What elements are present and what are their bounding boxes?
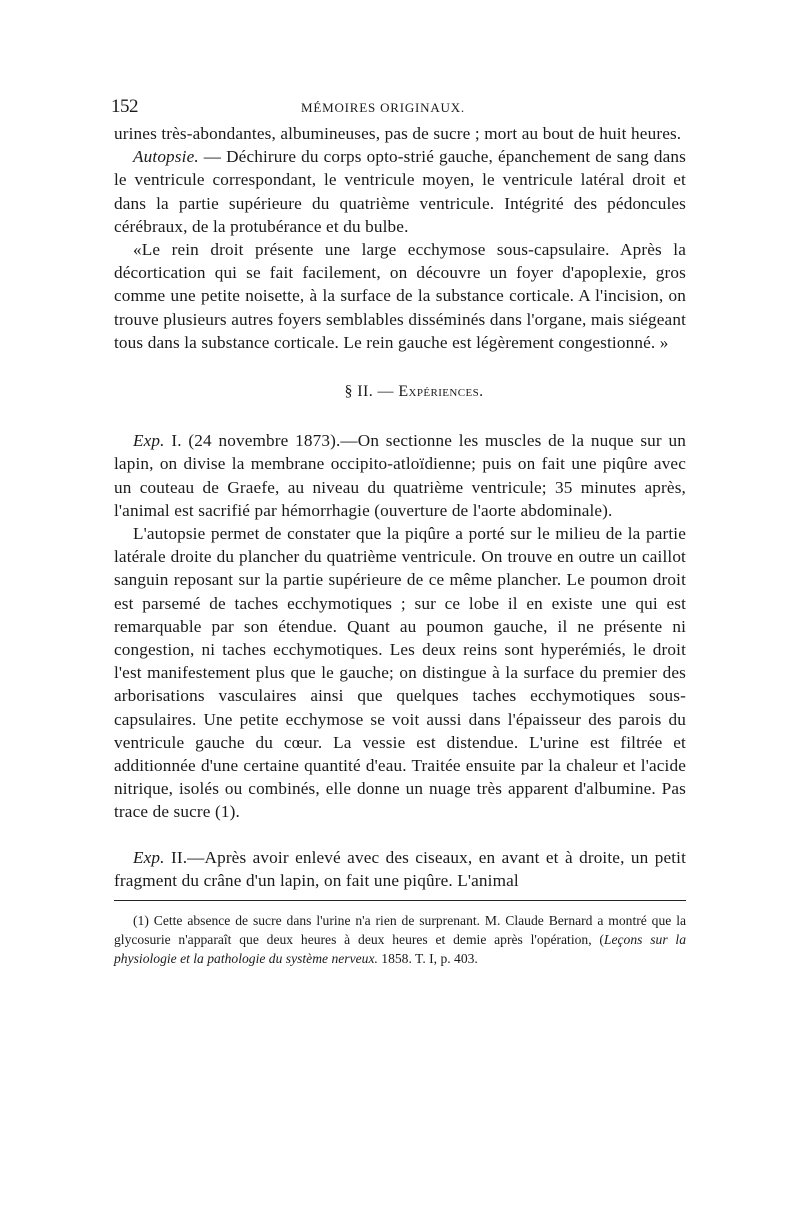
body-text [114, 122, 686, 892]
footnote-rule [114, 900, 686, 901]
paragraph-autopsie [114, 145, 686, 238]
paragraph-rein: «Le rein droit présente une large ecchymose sous-capsulaire. Après la décortication qui se fait facilement, on découvre un foyer d'apoplexie, gros comme une petite noisette, à la surface de la substance corticale. A l'incision, on trouve plusieurs autres foyers semblables disséminés dans l'organe, mais siégeant tous dans la substance corticale. Le rein gauche est légèrement congestionné. » [114, 240, 686, 352]
exp-1-text: I. (24 novembre 1873).—On sectionne les muscles de la nuque sur un lapin, on divise la membrane occipito-atloïdienne; puis on fait une piqûre avec un couteau de Graefe, au niveau du quatrième ventricule; 35 minutes après, l'animal est sacrifié par hémorrhagie (ouverture de l'aorte abdominale). [114, 431, 686, 520]
exp-1-label: Exp. [133, 431, 165, 451]
paragraph-autopsie-exp-1: L'autopsie permet de constater que la piqûre a porté sur le milieu de la partie latérale droite du plancher du quatrième ventricule. On trouve en outre un caillot sanguin reposant sur la partie supérieure de ce même plancher. Le poumon droit est parsemé de taches ecchymotiques ; sur ce lobe il en existe une qui est remarquable par son étendue. Quant au poumon gauche, il ne présente ni congestion, ni taches ecchymotiques. Les deux reins sont hyperémiés, le droit l'est manifestement plus que le gauche; on distingue à la surface du premier des arborisations vasculaires ainsi que quelques taches ecchymotiques sous-capsulaires. Une petite ecchymose se voit aussi dans l'épaisseur des parois du ventricule gauche du cœur. La vessie est distendue. L'urine est filtrée et additionnée d'une certaine quantité d'eau. Traitée ensuite par la chaleur et l'acide nitrique, isolés ou combinés, elle donne un nuage très apparent d'albumine. Pas trace de sucre (1). [114, 524, 686, 822]
footnote-text-before: Cette absence de sucre dans l'urine n'a rien de surprenant. M. Claude Bernard a montré que la glycosurie n'apparaît que deux heures à deux heures et demie après l'opération, ( [114, 913, 687, 948]
footnote [114, 911, 686, 968]
exp-2-label: Exp. [133, 847, 165, 867]
exp-2-text: II.—Après avoir enlevé avec des ciseaux, en avant et à droite, un petit fragment du crâne d'un lapin, on fait une piqûre. L'animal [114, 847, 686, 890]
footnote-title: Leçons sur la physiologie et la pathologie du système nerveux. [114, 932, 686, 967]
section-title: Expériences. [398, 383, 484, 401]
paragraph-spacer [114, 824, 686, 846]
footnote-marker: (1) [133, 913, 154, 929]
paragraph-exp-1 [114, 429, 686, 522]
page-number: 152 [111, 96, 138, 117]
running-head [111, 96, 686, 122]
running-title: MÉMOIRES ORIGINAUX. [301, 100, 465, 115]
footnote-text-after: 1858. T. I, p. 403. [377, 951, 478, 967]
book-page [111, 96, 687, 968]
autopsie-label: Autopsie. [133, 147, 199, 167]
paragraph-exp-2 [114, 846, 686, 892]
paragraph-urines: urines très-abondantes, albumineuses, pas de sucre ; mort au bout de huit heures. [114, 124, 682, 143]
section-heading [142, 380, 686, 403]
section-number: § II. — [344, 383, 399, 401]
autopsie-text: — Déchirure du corps opto-strié gauche, épanchement de sang dans le ventricule correspondant, le ventricule moyen, le ventricule latéral droit et dans la partie supérieure du quatrième ventricule. Intégrité des pédoncules cérébraux, de la protubérance et du bulbe. [114, 147, 686, 236]
